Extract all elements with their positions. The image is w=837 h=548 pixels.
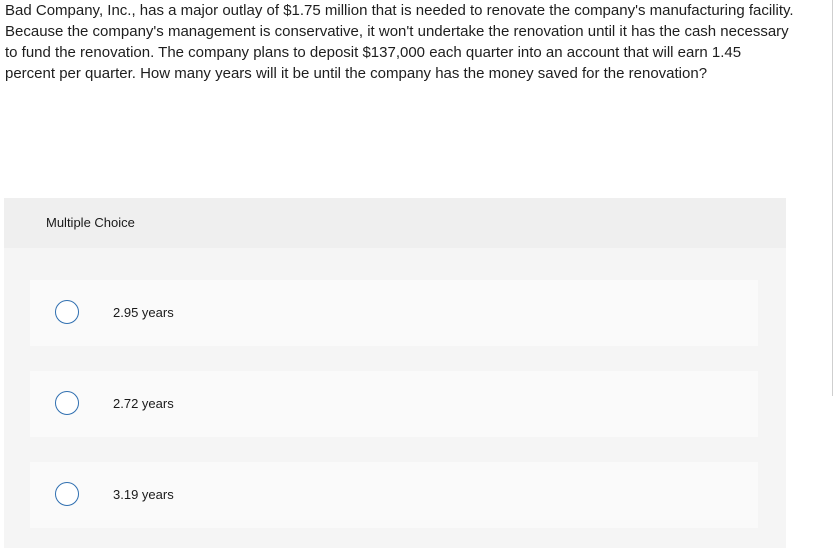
multiple-choice-label: Multiple Choice: [46, 215, 135, 230]
multiple-choice-panel: [4, 198, 786, 548]
option-3[interactable]: [30, 462, 758, 528]
radio-unselected-icon[interactable]: [55, 300, 79, 324]
radio-unselected-icon[interactable]: [55, 482, 79, 506]
radio-unselected-icon[interactable]: [55, 391, 79, 415]
option-1[interactable]: [30, 280, 758, 346]
option-label: 3.19 years: [113, 487, 174, 502]
option-2[interactable]: [30, 371, 758, 437]
option-label: 2.72 years: [113, 396, 174, 411]
option-label: 2.95 years: [113, 305, 174, 320]
multiple-choice-header: [4, 198, 786, 248]
question-text: Bad Company, Inc., has a major outlay of $1.75 million that is needed to renovate the company's manufacturing facility. Because the company's management is conservative, it won't undertake the renovation until it has the cash necessary to fund the renovation. The company plans to deposit $137,000 each quarter into an account that will earn 1.45 percent per quarter. How many years will it be until the company has the money saved for the renovation?: [5, 2, 794, 82]
scrollbar[interactable]: [832, 0, 833, 396]
